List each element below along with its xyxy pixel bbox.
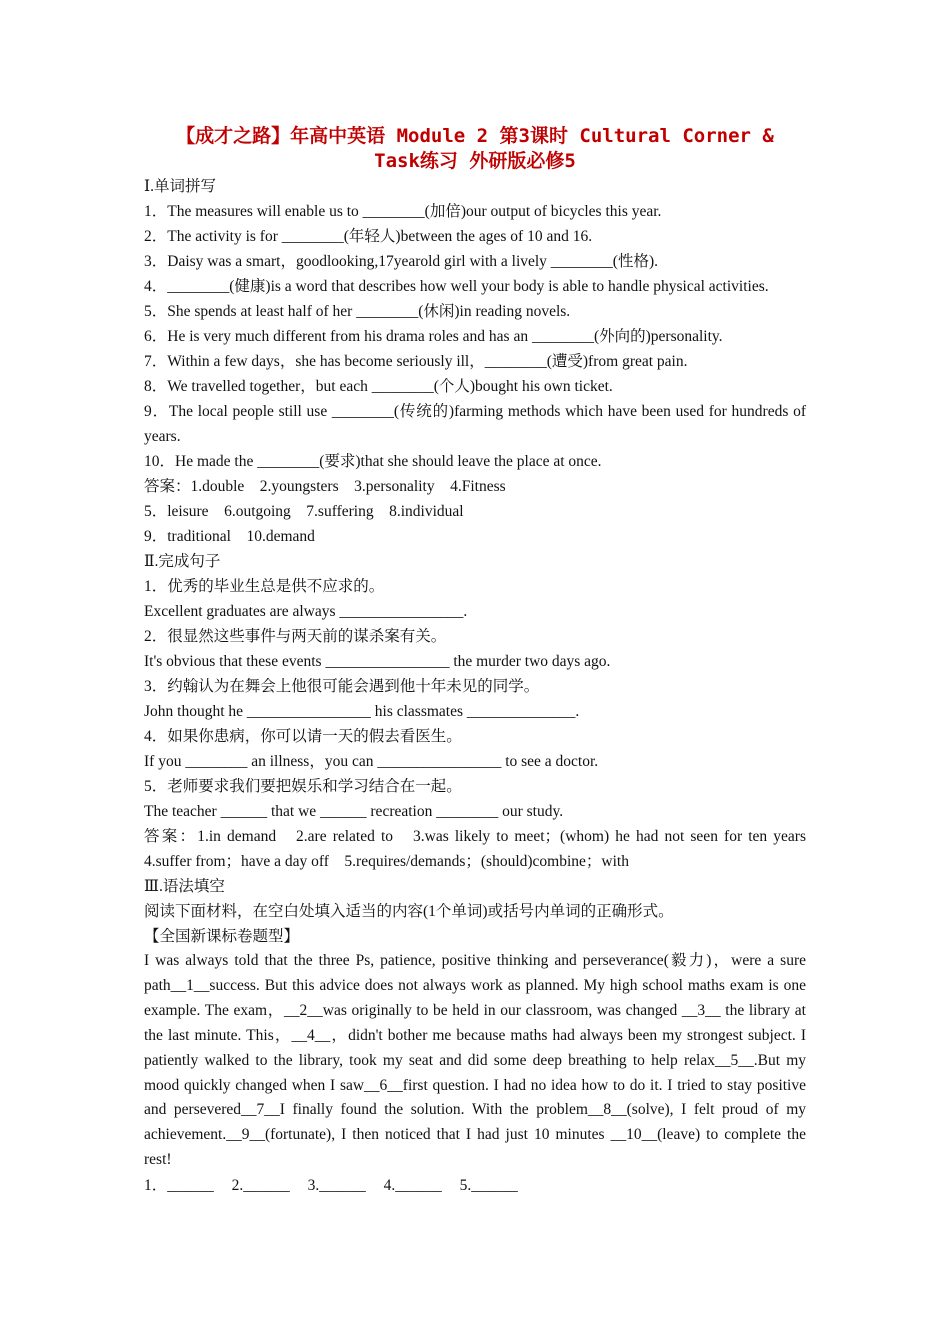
question-2: 2．The activity is for ________(年轻人)between the ages of 10 and 16. — [144, 228, 593, 245]
section-3-source: 【全国新课标卷题型】 — [144, 928, 300, 945]
sentence-1-english: Excellent graduates are always ________________. — [144, 603, 468, 620]
sentence-3-chinese: 3．约翰认为在舞会上他很可能会遇到他十年未见的同学。 — [144, 678, 540, 695]
question-5: 5．She spends at least half of her ________(休闲)in reading novels. — [144, 303, 571, 320]
section-1-heading: Ⅰ.单词拼写 — [144, 178, 216, 195]
answer-blank-3: 3.______ — [307, 1177, 366, 1195]
sentence-5-english: The teacher ______ that we ______ recreation ________ our study. — [144, 803, 564, 820]
answer-line-1: 答案：1.double 2.youngsters 3.personality 4.Fitness — [144, 478, 506, 495]
section-2-heading: Ⅱ.完成句子 — [144, 553, 221, 570]
answer-blank-1: 1．______ — [144, 1177, 214, 1195]
title-line-2: Task练习 外研版必修5 — [374, 150, 576, 172]
document-title — [134, 124, 816, 174]
question-3: 3．Daisy was a smart，goodlooking,17yearold girl with a lively ________(性格). — [144, 253, 659, 270]
question-10: 10．He made the ________(要求)that she should leave the place at once. — [144, 453, 602, 470]
answer-blank-2: 2.______ — [231, 1177, 290, 1195]
document-page — [144, 124, 822, 1198]
question-4: 4．________(健康)is a word that describes how well your body is able to handle physical activities. — [144, 278, 769, 295]
sentence-2-chinese: 2．很显然这些事件与两天前的谋杀案有关。 — [144, 628, 447, 645]
section-2-answer: 答案：1.in demand 2.are related to 3.was likely to meet；(whom) he had not seen for ten years 4.suffer from；have a day off 5.requires/demands；(should)combine；with — [144, 828, 822, 870]
answer-line-2: 5．leisure 6.outgoing 7.suffering 8.individual — [144, 503, 464, 520]
sentence-4-english: If you ________ an illness，you can ________________ to see a doctor. — [144, 753, 599, 770]
question-7: 7．Within a few days，she has become seriously ill，________(遭受)from great pain. — [144, 353, 688, 370]
section-3-heading: Ⅲ.语法填空 — [144, 878, 225, 895]
question-8: 8．We travelled together，but each ________(个人)bought his own ticket. — [144, 378, 613, 395]
answer-blanks-row — [144, 1173, 806, 1198]
section-3-instruction: 阅读下面材料，在空白处填入适当的内容(1个单词)或括号内单词的正确形式。 — [144, 903, 674, 920]
question-6: 6．He is very much different from his drama roles and has an ________(外向的)personality. — [144, 328, 723, 345]
answer-line-3: 9．traditional 10.demand — [144, 528, 315, 545]
sentence-2-english: It's obvious that these events ________________ the murder two days ago. — [144, 653, 611, 670]
answer-blank-4: 4.______ — [383, 1177, 442, 1195]
question-1: 1．The measures will enable us to ________(加倍)our output of bicycles this year. — [144, 203, 662, 220]
title-line-1: 【成才之路】年高中英语 Module 2 第3课时 Cultural Corner & — [176, 125, 774, 147]
sentence-3-english: John thought he ________________ his classmates ______________. — [144, 703, 580, 720]
answer-blank-5: 5.______ — [459, 1177, 518, 1195]
sentence-5-chinese: 5．老师要求我们要把娱乐和学习结合在一起。 — [144, 778, 462, 795]
question-9: 9．The local people still use ________(传统的)farming methods which have been used for hundreds of years. — [144, 403, 806, 445]
cloze-passage: I was always told that the three Ps, patience, positive thinking and perseverance(毅力)，were a sure path__1__success. But this advice does not always work as planned. My high school maths exam is one example. The exam，__2__was originally to be held in our classroom, was changed __3__ the library at the last minute. This，__4__，didn't bother me because maths had always been my strongest subject. I patiently walked to the library, took my seat and did some deep breathing to help relax__5__.But my mood quickly changed when I saw__6__first question. I had no idea how to do it. I tried to stay positive and persevered__7__I finally found the solution. With the problem__8__(solve), I felt proud of my achievement.__9__(fortunate), I then noticed that I had just 10 minutes __10__(leave) to complete the rest! — [144, 952, 806, 1169]
sentence-1-chinese: 1．优秀的毕业生总是供不应求的。 — [144, 578, 385, 595]
sentence-4-chinese: 4．如果你患病，你可以请一天的假去看医生。 — [144, 728, 462, 745]
